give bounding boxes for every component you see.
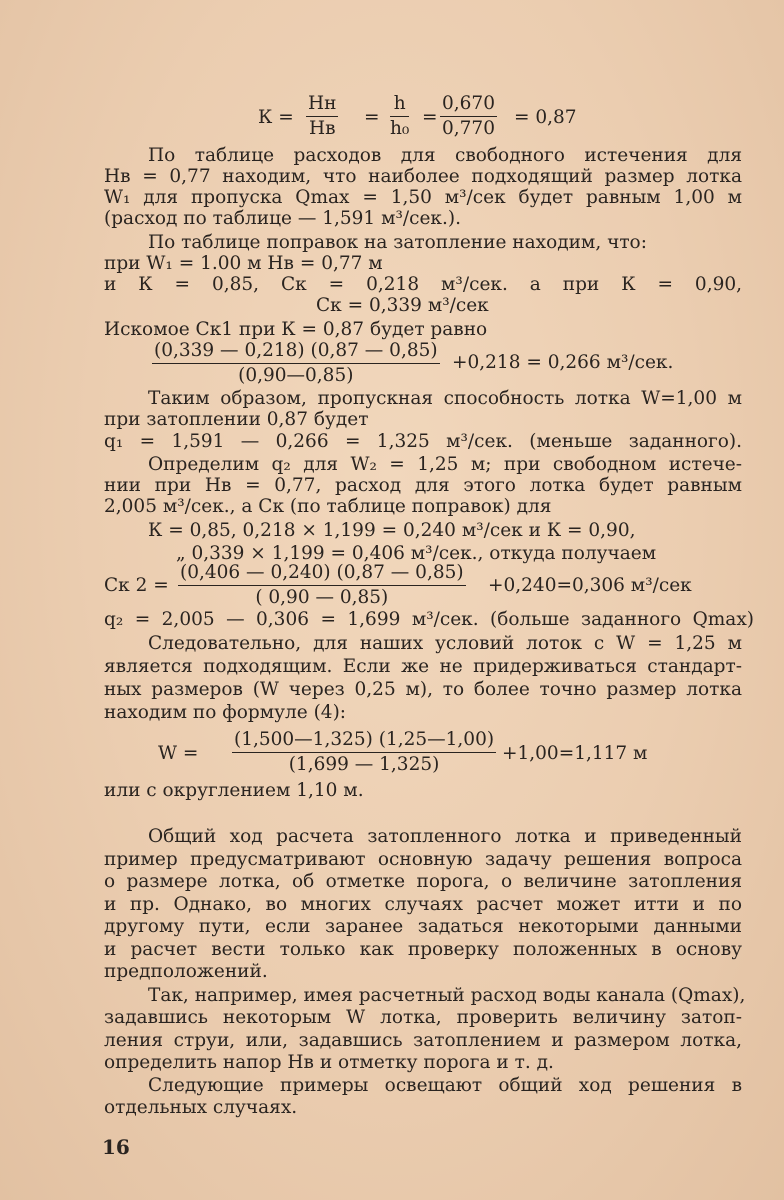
formula-ck2-den: ( 0,90 — 0,85) [255,587,389,608]
formula-ck1-num: (0,339 — 0,218) (0,87 — 0,85) [152,340,440,364]
text-line: По таблице расходов для свободного истечения для [148,145,742,166]
text-line: предположений. [104,961,268,982]
formula-k-frac1-num: Hн [306,93,338,117]
text-line: 2,005 м³/сек., а Ск (по таблице поправок) для [104,496,552,517]
formula-k-frac1 [306,93,338,140]
text-line: Таким образом, пропускная способность лотка W=1,00 м [148,388,742,409]
page-number: 16 [102,1135,130,1159]
formula-w-num: (1,500—1,325) (1,25—1,00) [232,729,496,753]
text-line: Ск = 0,339 м³/сек [316,295,489,316]
text-line: определить напор Нв и отметку порога и т. д. [104,1052,554,1073]
text-line: Определим q₂ для W₂ = 1,25 м; при свободном истече- [148,454,742,475]
text-line: W₁ для пропуска Qmax = 1,50 м³/сек будет равным 1,00 м [104,187,742,208]
text-line: другому пути, если заранее задаться некоторыми данными [104,916,742,937]
text-line: Нв = 0,77 находим, что наиболее подходящий размер лотка [104,166,742,187]
text-line: отдельных случаях. [104,1097,298,1118]
formula-k-frac2-num: h [390,93,409,117]
text-line: (расход по таблице — 1,591 м³/сек.). [104,208,461,229]
formula-k-frac1-den: Hв [308,118,336,139]
formula-k-lhs: К = [258,107,294,128]
text-line: и пр. Однако, во многих случаях расчет может итти и по [104,894,742,915]
text-line: Так, например, имея расчетный расход воды канала (Qmax), [148,985,746,1006]
formula-w-den: (1,699 — 1,325) [288,754,440,775]
text-line: q₂ = 2,005 — 0,306 = 1,699 м³/сек. (больше заданного Qmax) [104,609,754,630]
text-line: Следовательно, для наших условий лоток с W = 1,25 м [148,633,742,654]
text-line: К = 0,85, 0,218 × 1,199 = 0,240 м³/сек и К = 0,90, [148,520,636,541]
formula-k-frac2 [390,93,409,140]
text-line: задавшись некоторым W лотка, проверить величину затоп- [104,1007,742,1028]
formula-k-frac3-num: 0,670 [440,93,497,117]
text-line: находим по формуле (4): [104,702,347,723]
text-line: „ 0,339 × 1,199 = 0,406 м³/сек., откуда получаем [176,543,657,564]
formula-ck2-frac [178,562,466,609]
text-line: Следующие примеры освещают общий ход решения в [148,1075,742,1096]
text-line: Искомое Ск1 при К = 0,87 будет равно [104,319,488,340]
text-line: По таблице поправок на затопление находим, что: [148,232,647,253]
text-line: нии при Нв = 0,77, расход для этого лотка будет равным [104,475,742,496]
formula-k-rhs: = 0,87 [514,107,577,128]
formula-k-frac2-den: h₀ [390,118,410,139]
formula-ck1-den: (0,90—0,85) [238,365,354,386]
text-line: при затоплении 0,87 будет [104,409,369,430]
formula-k-eq2: = [422,107,438,128]
text-line: q₁ = 1,591 — 0,266 = 1,325 м³/сек. (меньше заданного). [104,431,742,452]
text-line: и К = 0,85, Ск = 0,218 м³/сек. а при К = 0,90, [104,274,742,295]
text-line: Общий ход расчета затопленного лотка и приведенный [148,826,742,847]
text-line: является подходящим. Если же не придерживаться стандарт- [104,656,742,677]
text-line: пример предусматривают основную задачу решения вопроса [104,849,742,870]
formula-ck2-lhs: Ск 2 = [104,575,169,596]
formula-ck2-rhs: +0,240=0,306 м³/сек [488,575,692,596]
formula-k-eq1: = [364,107,380,128]
text-line: о размере лотка, об отметке порога, о величине затопления [104,871,742,892]
formula-w-rhs: +1,00=1,117 м [502,743,648,764]
formula-ck1-frac [152,340,440,387]
text-line: при W₁ = 1.00 м Нв = 0,77 м [104,253,383,274]
formula-w-frac [232,729,496,776]
formula-ck2-num: (0,406 — 0,240) (0,87 — 0,85) [178,562,466,586]
formula-k-frac3-den: 0,770 [442,118,495,139]
text-line: или с округлением 1,10 м. [104,780,364,801]
text-line: и расчет вести только как проверку положенных в основу [104,939,742,960]
formula-ck1-rhs: +0,218 = 0,266 м³/сек. [452,352,674,373]
formula-k-frac3 [440,93,497,140]
formula-w-lhs: W = [158,743,199,764]
text-line: ных размеров (W через 0,25 м), то более точно размер лотка [104,679,742,700]
text-line: ления струи, или, задавшись затоплением и размером лотка, [104,1030,742,1051]
